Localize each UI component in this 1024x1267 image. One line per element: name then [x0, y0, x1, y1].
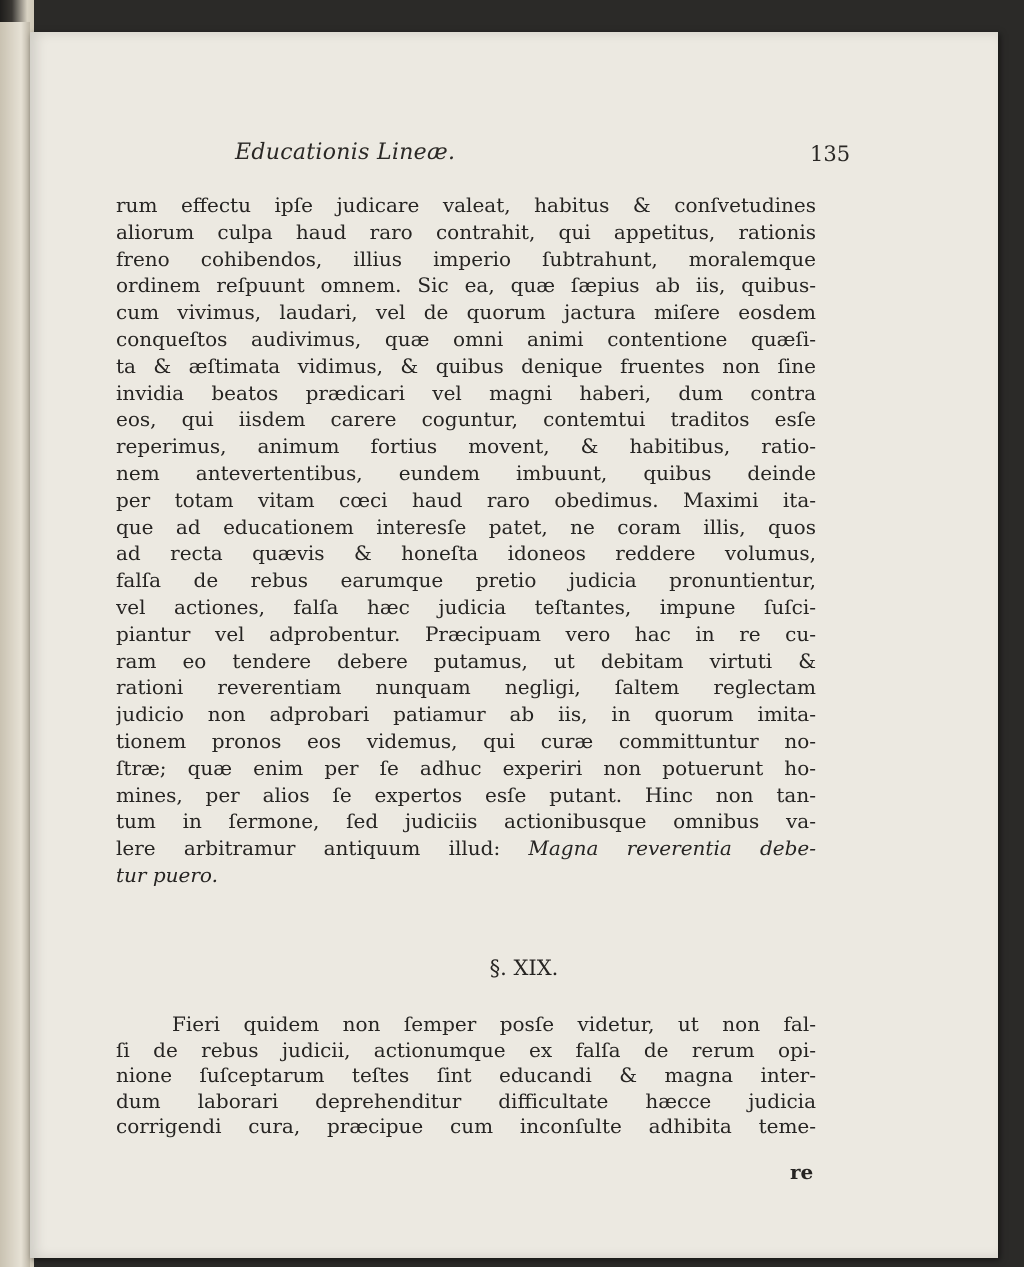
- text-line: Fieri quidem non ſemper posſe videtur, ut non fal-: [172, 1012, 816, 1036]
- text-line: judicio non adprobari patiamur ab iis, in quorum imita-: [116, 702, 816, 727]
- quote-line: [116, 862, 816, 889]
- text-line: falſa de rebus earumque pretio judicia pronuntientur,: [116, 568, 816, 593]
- book-page: [30, 32, 998, 1258]
- text-segment: lere arbitramur antiquum illud:: [116, 836, 501, 861]
- text-line: ſtræ; quæ enim per ſe adhuc experiri non potuerunt ho-: [116, 755, 816, 780]
- catchword: re: [790, 1160, 814, 1184]
- text-line-with-quote: [116, 835, 816, 862]
- text-line: freno cohibendos, illius imperio ſubtrahunt, moralemque: [116, 246, 816, 271]
- text-line: eos, qui iisdem carere coguntur, contemtui traditos esſe: [116, 407, 816, 432]
- paragraph-1: [116, 192, 816, 889]
- page-number: 135: [810, 142, 851, 166]
- text-line: rationi reverentiam nunquam negligi, ſaltem reglectam: [116, 675, 816, 700]
- text-line: nione ſuſceptarum teſtes ſint educandi & magna inter-: [116, 1063, 816, 1088]
- text-line: tionem pronos eos videmus, qui curæ committuntur no-: [116, 728, 816, 753]
- text-line: invidia beatos prædicari vel magni haberi, dum contra: [116, 380, 816, 405]
- text-line: reperimus, animum fortius movent, & habitibus, ratio-: [116, 434, 816, 459]
- paragraph-2: [116, 1012, 816, 1140]
- text-line: conqueſtos audivimus, quæ omni animi contentione quæſi-: [116, 326, 816, 351]
- text-line: que ad educationem interesſe patet, ne coram illis, quos: [116, 514, 816, 539]
- text-line: cum vivimus, laudari, vel de quorum jactura miſere eosdem: [116, 300, 816, 325]
- text-line: ram eo tendere debere putamus, ut debitam virtuti &: [116, 648, 816, 673]
- text-line: tum in ſermone, ſed judiciis actionibusque omnibus va-: [116, 809, 816, 834]
- text-line: ta & æſtimata vidimus, & quibus denique fruentes non ſine: [116, 353, 816, 378]
- text-line: rum effectu ipſe judicare valeat, habitus & conſvetudines: [116, 193, 816, 217]
- text-line: nem antevertentibus, eundem imbuunt, quibus deinde: [116, 460, 816, 485]
- text-line: vel actiones, falſa hæc judicia teſtantes, impune ſuſci-: [116, 594, 816, 619]
- text-line: ordinem reſpuunt omnem. Sic ea, quæ ſæpius ab iis, quibus-: [116, 273, 816, 298]
- text-line: per totam vitam cœci haud raro obedimus. Maximi ita-: [116, 487, 816, 512]
- text-line: ſi de rebus judicii, actionumque ex falſa de rerum opi-: [116, 1037, 816, 1062]
- text-line: piantur vel adprobentur. Præcipuam vero hac in re cu-: [116, 621, 816, 646]
- text-line: ad recta quævis & honeſta idoneos reddere volumus,: [116, 541, 816, 566]
- quote-text: Magna reverentia debe-: [528, 836, 816, 861]
- section-heading: §. XIX.: [489, 956, 559, 980]
- quote-text: tur puero.: [116, 862, 218, 887]
- text-line: mines, per alios ſe expertos esſe putant. Hinc non tan-: [116, 782, 816, 807]
- page-header: [30, 140, 998, 180]
- facing-page-edge: [0, 22, 30, 1267]
- text-line: aliorum culpa haud raro contrahit, qui appetitus, rationis: [116, 219, 816, 244]
- running-title: Educationis Lineæ.: [235, 140, 456, 165]
- text-line: dum laborari deprehenditur difficultate hæcce judicia: [116, 1088, 816, 1113]
- text-line: corrigendi cura, præcipue cum inconſulte adhibita teme-: [116, 1114, 816, 1139]
